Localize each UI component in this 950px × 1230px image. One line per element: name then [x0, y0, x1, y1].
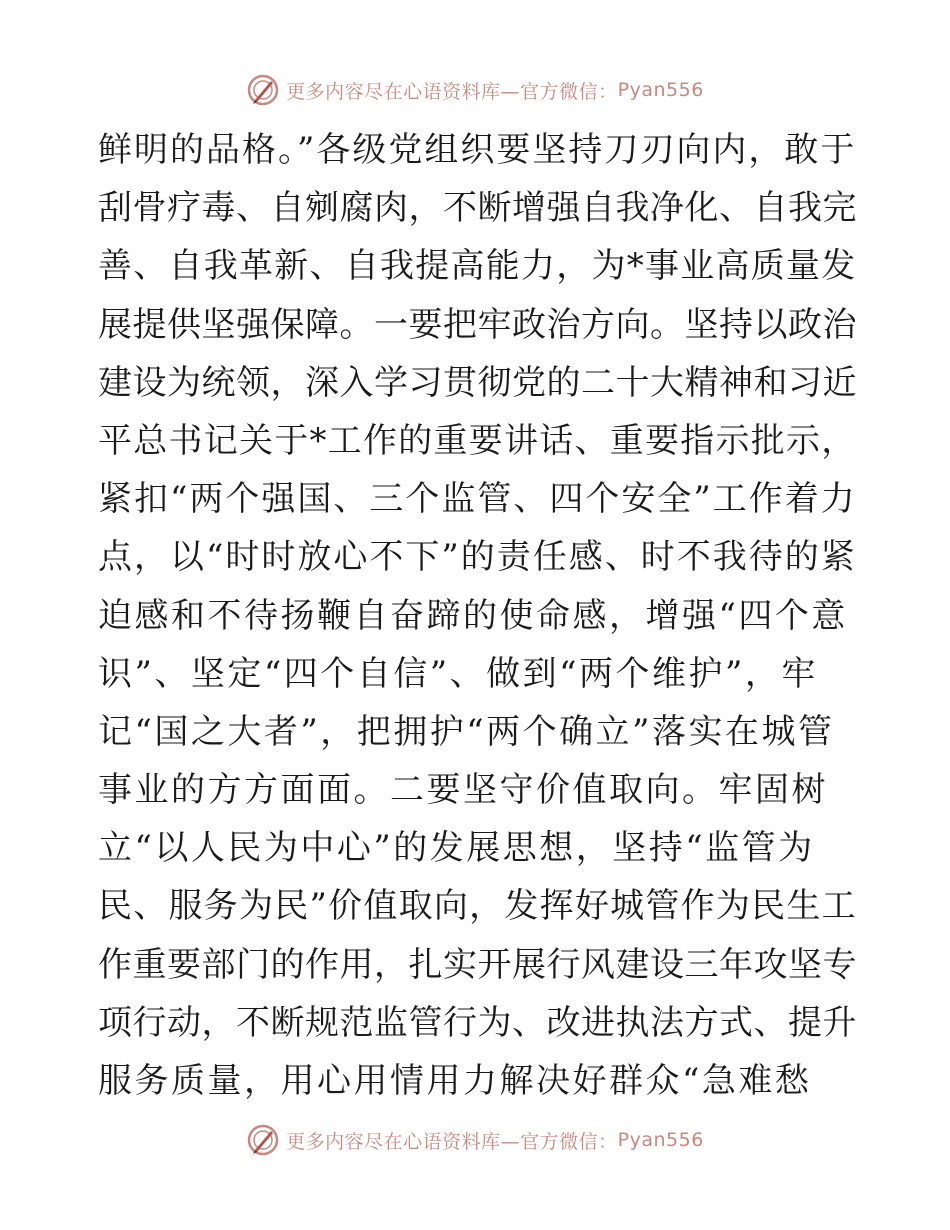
document-body: [98, 121, 858, 1110]
text-line: 民、服务为民”价值取向，发挥好城管作为民生工: [98, 886, 857, 927]
text-line: 平总书记关于*工作的重要讲话、重要指示批示，: [98, 420, 857, 461]
pen-logo-icon: [246, 73, 280, 107]
pen-logo-icon: [246, 1123, 280, 1157]
text-line: 鲜明的品格。”各级党组织要坚持刀刃向内，敢于: [98, 130, 857, 170]
text-line: 立“以人民为中心”的发展思想，坚持“监管为: [98, 828, 815, 869]
text-line: 记“国之大者”，把拥护“两个确立”落实在城管: [98, 711, 835, 752]
watermark-text: 更多内容尽在心语资料库—官方微信：: [286, 80, 618, 103]
text-line: 服务质量，用心用情用力解决好群众“急难愁: [98, 1061, 812, 1101]
watermark-wechat-id: Pyan556: [617, 1129, 704, 1151]
footer-watermark: [0, 1122, 950, 1158]
text-line: 建设为统领，深入学习贯彻党的二十大精神和习近: [98, 362, 857, 403]
header-watermark: [0, 72, 950, 108]
text-line: 识”、坚定“四个自信”、做到“两个维护”，牢: [98, 653, 818, 694]
text-line: 点，以“时时放心不下”的责任感、时不我待的紧: [98, 537, 857, 578]
text-line: 紧扣“两个强国、三个监管、四个安全”工作着力: [98, 479, 857, 520]
text-line: 善、自我革新、自我提高能力，为*事业高质量发: [98, 246, 857, 287]
text-line: 项行动，不断规范监管行为、改进执法方式、提升: [98, 1002, 857, 1043]
text-line: 迫感和不待扬鞭自奋蹄的使命感，增强“四个意: [98, 595, 848, 636]
text-line: 刮骨疗毒、自剜腐肉，不断增强自我净化、自我完: [98, 188, 857, 229]
text-line: 展提供坚强保障。一要把牢政治方向。坚持以政治: [98, 304, 857, 345]
text-line: 作重要部门的作用，扎实开展行风建设三年攻坚专: [98, 944, 857, 985]
watermark-text: 更多内容尽在心语资料库—官方微信：: [286, 1130, 618, 1153]
text-line: 事业的方方面面。二要坚守价值取向。牢固树: [98, 770, 828, 811]
watermark-wechat-id: Pyan556: [617, 79, 704, 101]
